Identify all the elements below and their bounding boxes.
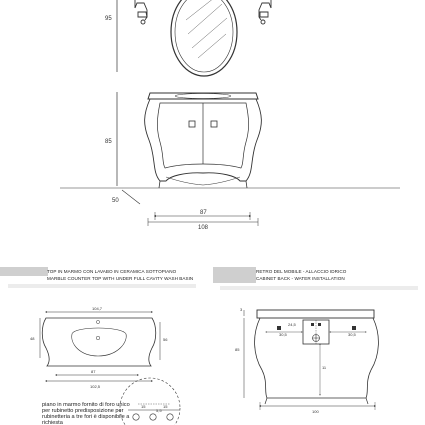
mirror-height-label: 95 <box>105 16 112 22</box>
total-width-label: 108 <box>198 225 209 231</box>
detail-dim-b: 5,5 <box>156 408 162 413</box>
right-wall-lamp <box>259 0 271 24</box>
depth-label: 50 <box>112 198 119 204</box>
back-height-label: 85 <box>235 347 240 352</box>
cabinet-back-view <box>244 310 378 410</box>
marble-inner-width-label: 87 <box>91 369 96 374</box>
cabinet-height-label: 85 <box>105 139 112 145</box>
svg-text:piano in marmo fornito di foro: piano in marmo fornito di foro unico <box>42 402 130 408</box>
back-box-dim-label: 24,5 <box>288 322 296 327</box>
left-wall-lamp <box>135 0 147 24</box>
marble-left-depth-label: 48 <box>30 336 35 341</box>
back-left-offset-label: 30,5 <box>279 332 287 337</box>
oval-mirror <box>171 0 237 76</box>
inner-width-label: 87 <box>200 210 207 216</box>
caption-bar-right <box>213 267 256 283</box>
back-inner-height-label: 11 <box>322 365 327 370</box>
marble-right-depth-label: 56 <box>163 337 168 342</box>
front-view <box>60 0 400 226</box>
detail-dim-a: 15 <box>141 404 146 409</box>
detail-dim-c: 15 <box>163 404 168 409</box>
vanity-cabinet <box>145 93 262 188</box>
marble-caption-en: MARBLE COUNTER TOP WITH UNDER FULL CAVITY WASH BASIN <box>47 276 194 281</box>
back-right-offset-label: 30,5 <box>348 332 356 337</box>
marble-total-width-label: 102,5 <box>90 384 101 389</box>
marble-note <box>42 402 130 425</box>
svg-text:richiesta: richiesta <box>42 420 63 425</box>
cabinet-caption-en: CABINET BACK - WATER INSTALLATION <box>256 276 345 281</box>
svg-text:rubinetteria a tre fori è disp: rubinetteria a tre fori è disponibile a <box>42 414 130 420</box>
back-width-label: 100 <box>312 409 319 414</box>
caption-bar-left <box>0 267 48 276</box>
marble-top-width-label: 104,7 <box>92 306 103 311</box>
marble-top-plan <box>40 312 160 381</box>
back-top-dim-label: 3 <box>240 307 243 312</box>
depth-dim-line <box>122 190 140 204</box>
marble-caption-it: TOP IN MARMO CON LAVABO IN CERAMICA SOTTOPIANO <box>47 269 177 274</box>
cabinet-caption-it: RETRO DEL MOBILE - ALLACCIO IDRICO <box>256 269 347 274</box>
svg-text:per rubinetto predisposizione: per rubinetto predisposizione per <box>42 408 124 414</box>
